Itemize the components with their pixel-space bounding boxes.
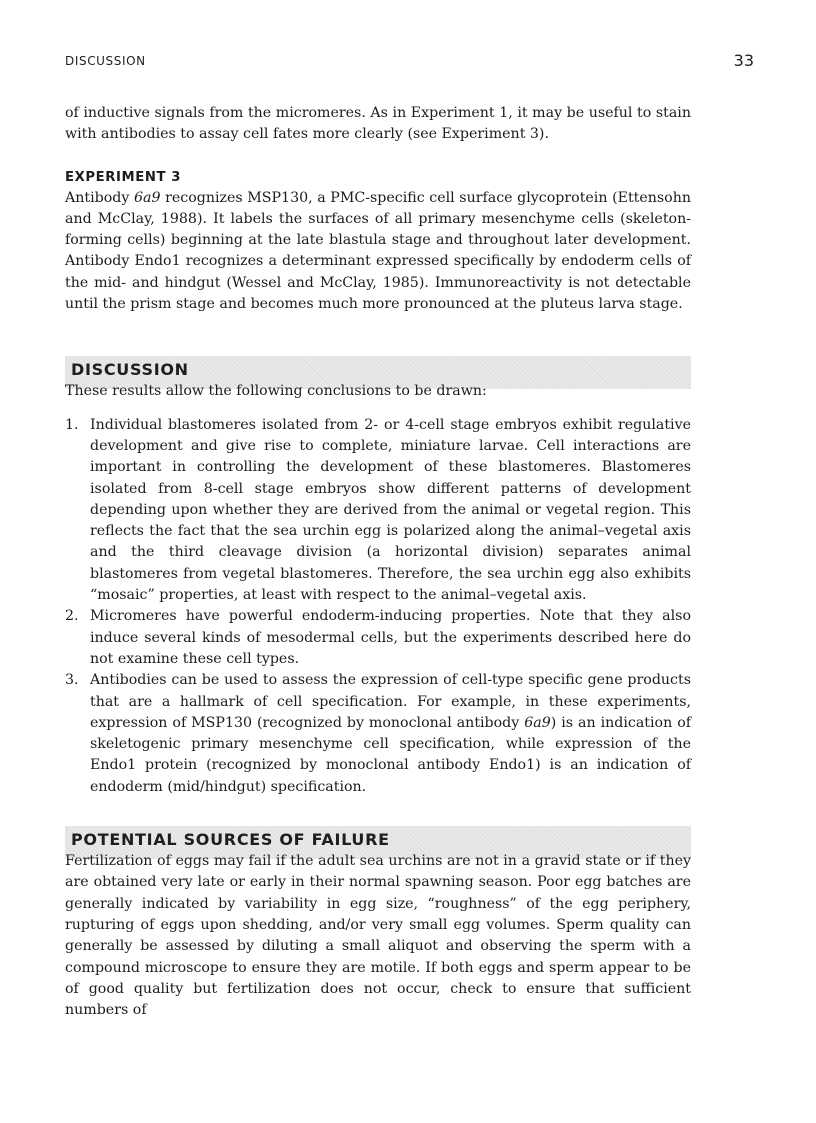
failure-body bbox=[65, 851, 691, 1021]
list-item bbox=[65, 606, 691, 670]
failure-paragraph: Fertilization of eggs may fail if the adult sea urchins are not in a gravid state or if they are obtained very late or early in their normal spawning season. Poor egg batches are generally indicated by variability in egg size, “roughness” of the egg periphery, rupturing of eggs upon shedding, and/or very small egg volumes. Sperm quality can generally be assessed by diluting a small aliquot and observing the sperm with a compound microscope to ensure they are motile. If both eggs and sperm appear to be of good quality but fertilization does not occur, check to ensure that sufficient numbers of bbox=[65, 853, 691, 1019]
intro-paragraph: of inductive signals from the micromeres. As in Experiment 1, it may be useful to stain with antibodies to assay cell fates more clearly (see Experiment 3). bbox=[65, 105, 691, 143]
failure-heading-text: POTENTIAL SOURCES OF FAILURE bbox=[71, 830, 390, 850]
conclusions-list bbox=[65, 415, 691, 798]
list-item-number: 3. bbox=[65, 672, 79, 689]
running-head: DISCUSSION bbox=[65, 54, 146, 68]
list-item bbox=[65, 670, 691, 798]
list-item bbox=[65, 415, 691, 607]
list-item-number: 2. bbox=[65, 608, 79, 625]
experiment-3-text-rest: recognizes MSP130, a PMC-specific cell surface glycoprotein (Ettensohn and McClay, 1988). It labels the surfaces of all primary mesenchyme cells (skeleton-forming cells) beginning at the late blastula stage and throughout later development. Antibody Endo1 recognizes a determinant expressed specifically by endoderm cells of the mid- and hindgut (Wessel and McClay, 1985). Immunoreactivity is not detectable until the prism stage and becomes much more pronounced at the pluteus larva stage. bbox=[65, 189, 691, 313]
list-item-text bbox=[90, 672, 691, 794]
list-item-text-rest: ) is an indication of skeletogenic primary mesenchyme cell specification, while expression of the Endo1 protein (recognized by monoclonal antibody Endo1) is an indication of endoderm (mid/hindgut) specification. bbox=[90, 714, 691, 795]
discussion-body bbox=[65, 381, 691, 798]
list-item-number: 1. bbox=[65, 416, 79, 433]
antibody-name-italic: 6a9 bbox=[133, 189, 161, 206]
discussion-lead: These results allow the following conclusions to be drawn: bbox=[65, 383, 487, 400]
page-content bbox=[65, 103, 691, 1021]
list-item-text: Micromeres have powerful endoderm-inducing properties. Note that they also induce several kinds of mesodermal cells, but the experiments described here do not examine these cell types. bbox=[90, 608, 691, 667]
list-item-text: Individual blastomeres isolated from 2- or 4-cell stage embryos exhibit regulative development and give rise to complete, miniature larvae. Cell interactions are important in controlling the development of these blastomeres. Blastomeres isolated from 8-cell stage embryos show different patterns of development depending upon whether they are derived from the animal or vegetal region. This reflects the fact that the sea urchin egg is polarized along the animal–vegetal axis and the third cleavage division (a horizontal division) separates animal blastomeres from vegetal blastomeres. Therefore, the sea urchin egg also exhibits “mosaic” properties, at least with respect to the animal–vegetal axis. bbox=[90, 416, 691, 604]
list-item-text-start: Antibodies can be used to assess the expression of cell-type specific gene products that are a hallmark of cell specification. For example, in these experiments, expression of MSP130 (recognized by monoclonal antibody bbox=[90, 672, 691, 731]
discussion-heading-text: DISCUSSION bbox=[71, 360, 189, 380]
antibody-name-italic: 6a9 bbox=[524, 714, 551, 731]
experiment-3-paragraph bbox=[65, 188, 691, 316]
page-number: 33 bbox=[733, 51, 754, 70]
experiment-3-heading: EXPERIMENT 3 bbox=[65, 169, 182, 185]
experiment-3-text-start: Antibody bbox=[65, 189, 134, 206]
